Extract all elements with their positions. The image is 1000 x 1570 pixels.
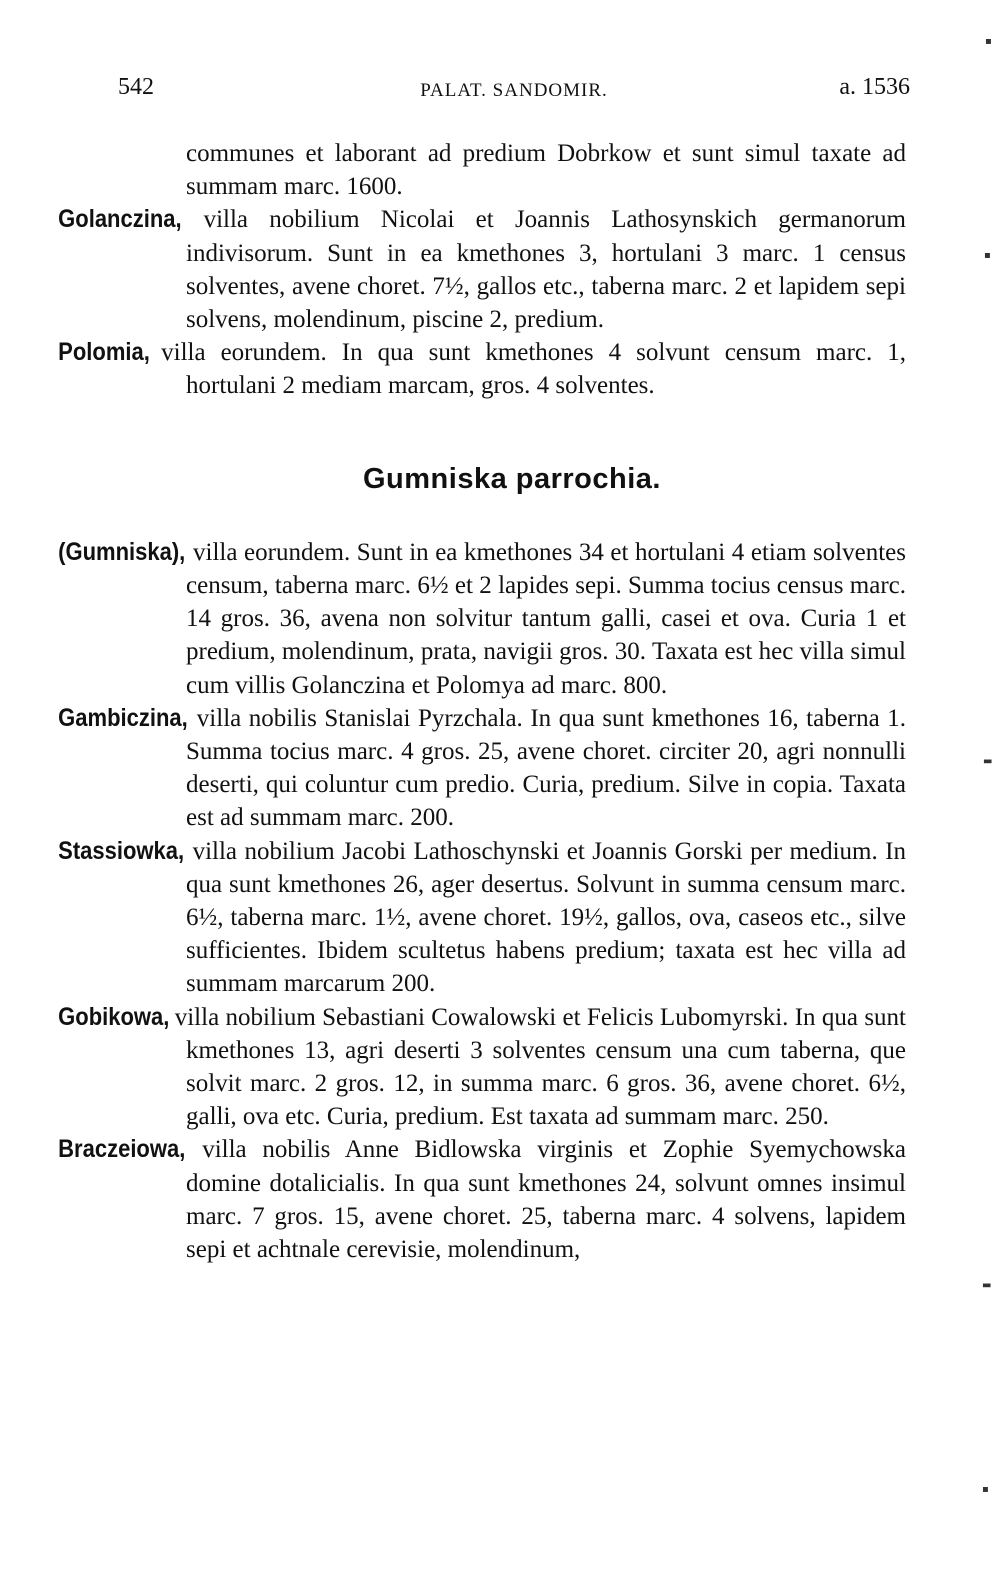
entry-text: villa nobilium Sebastiani Cowalowski et Felicis Lubomyrski. In qua sunt kmethones 13, agri deserti 3 solventes censum una cum taberna, que solvit marc. 2 gros. 12, in summa marc. 6 gros. 36, avene choret. 6½, galli, ova etc. Curia, predium. Est taxata ad summam marc. 250. [168,1003,906,1131]
entry-text: villa eorundem. Sunt in ea kmethones 34 et hortulani 4 etiam solventes censum, taberna marc. 6½ et 2 lapides sepi. Summa tocius census marc. 14 gros. 36, avena non solvitur tantum galli, casei et ova. Curia 1 et predium, molendinum, prata, navigii gros. 30. Taxata est hec villa simul cum villis Golanczina et Polomya ad marc. 800. [186,538,906,699]
entry-braczeiowa [58,1133,906,1266]
scan-speck-mark: ▪ [985,36,992,47]
running-title: PALAT. SANDOMIR. [420,80,608,101]
entry-name: Gambiczina, [58,703,188,732]
section-title: Gumniska parrochia. [363,462,661,495]
entry-continuation [118,137,906,203]
page-number: 542 [118,74,154,100]
entry-gobikowa [58,1001,906,1134]
scan-speck-mark: ▪ [982,1484,989,1495]
scan-speck-mark: ▬ [982,1280,992,1291]
entry-text: communes et laborant ad predium Dobrkow et sunt simul taxate ad summam marc. 1600. [186,140,906,201]
entry-text: villa eorundem. In qua sunt kmethones 4 solvunt censum marc. 1, hortulani 2 mediam marcam, gros. 4 solventes. [146,339,906,400]
page-body [58,137,906,1266]
entry-golanczina [58,203,906,336]
scan-speck-mark: ▪ [984,250,991,261]
entry-name: Gobikowa, [58,1002,170,1031]
entry-text: villa nobilium Jacobi Lathoschynski et Joannis Gorski per medium. In qua sunt kmethones 26, ager desertus. Solvunt in summa censum marc. 6½, taberna marc. 1½, avene choret. 19½, gallos, ova, caseos etc., silve sufficientes. Ibidem scultetus habens predium; taxata est hec villa ad summam marcarum 200. [185,837,906,998]
entry-text: villa nobilis Stanislai Pyrzchala. In qua sunt kmethones 16, taberna 1. Summa tocius marc. 4 gros. 25, avene choret. circiter 20, agri nonnulli deserti, qui coluntur cum predio. Curia, predium. Silve in copia. Taxata est ad summam marc. 200. [186,704,906,832]
entry-name: Polomia, [58,338,150,367]
entry-name: Stassiowka, [58,836,185,865]
entry-polomia [58,336,906,402]
entry-name: (Gumniska), [58,537,186,566]
entry-gumniska [58,536,906,702]
entry-stassiowka [58,835,906,1001]
entry-text: villa nobilis Anne Bidlowska virginis et Zophie Syemychowska domine dotalicialis. In qua sunt kmethones 24, solvunt omnes insimul marc. 7 gros. 15, avene choret. 25, taberna marc. 4 solvens, lapidem sepi et achtnale cerevisie, molendinum, [186,1136,906,1264]
scan-speck-mark: ▬ [983,756,993,767]
page-year: a. 1536 [839,74,910,100]
entry-gambiczina [58,702,906,835]
entry-text: villa nobilium Nicolai et Joannis Lathosynskich germanorum indivisorum. Sunt in ea kmethones 3, hortulani 3 marc. 1 census solventes, avene choret. 7½, gallos etc., taberna marc. 2 et lapidem sepi solvens, molendinum, piscine 2, predium. [182,206,906,334]
entry-name: Braczeiowa, [58,1135,186,1164]
entry-name: Golanczina, [58,205,182,234]
page-header [118,70,910,110]
